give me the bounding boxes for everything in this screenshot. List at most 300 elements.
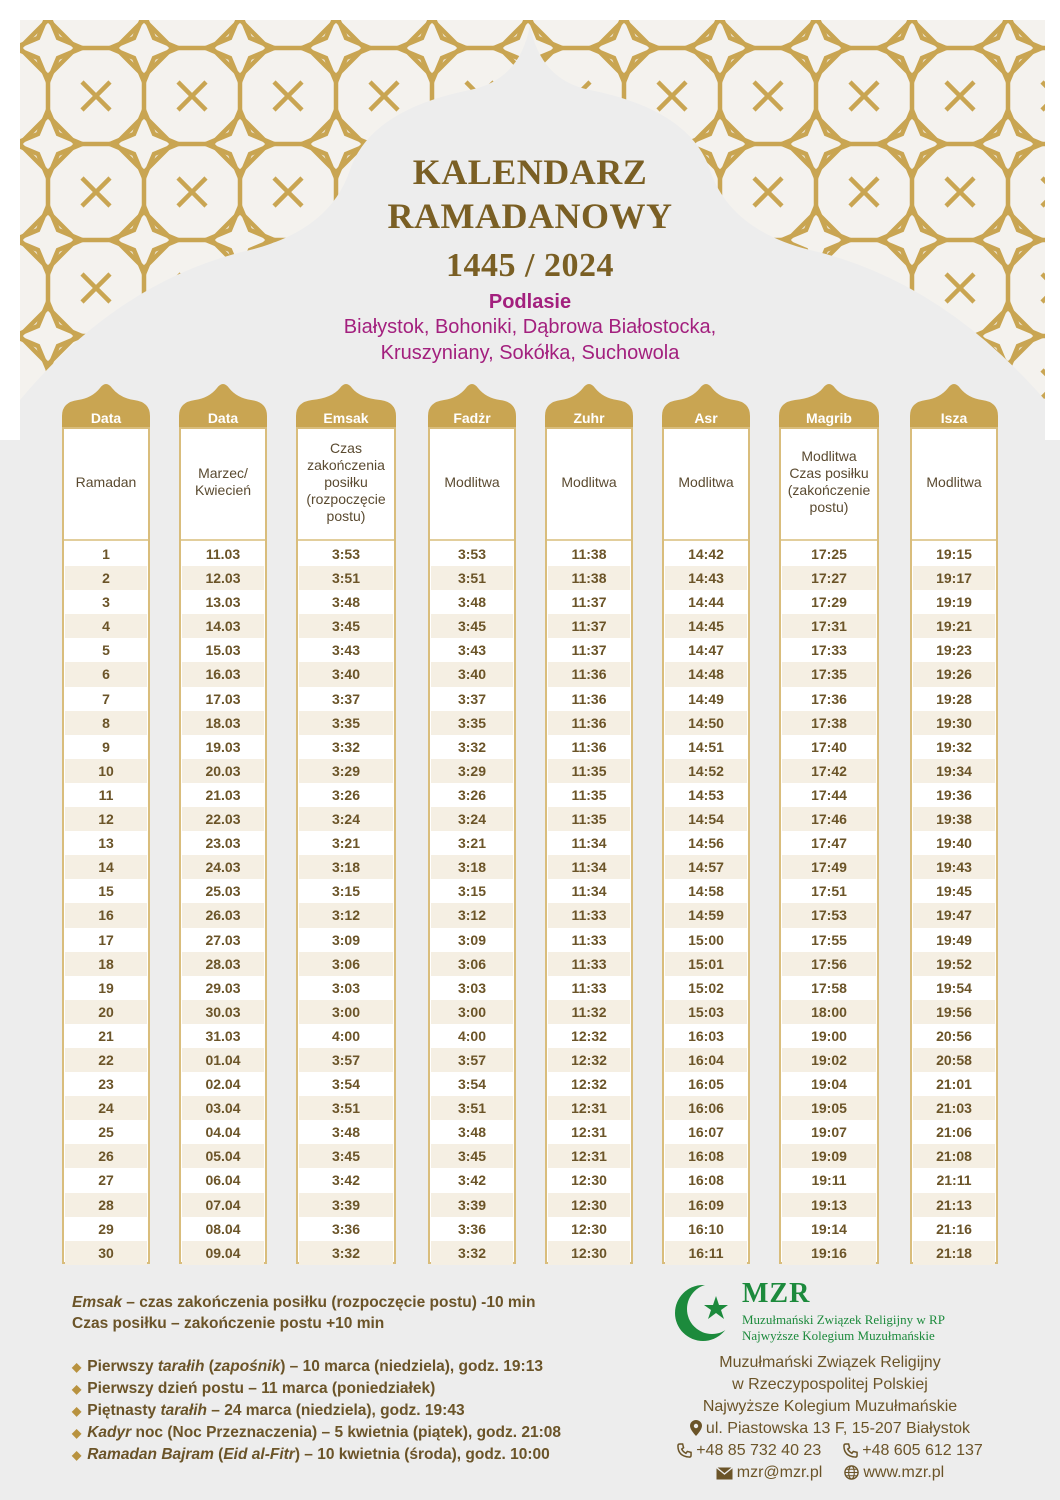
- table-cell: 17:27: [782, 566, 876, 590]
- table-cell: 3:06: [431, 952, 513, 976]
- table-cell: 19:47: [913, 903, 995, 927]
- column-magrib: [779, 380, 879, 1265]
- table-cell: 18:00: [782, 1000, 876, 1024]
- table-cell: 17:38: [782, 711, 876, 735]
- table-cell: 16:03: [688, 1027, 724, 1044]
- table-cell: 13: [98, 835, 114, 852]
- table-cell: 17:47: [811, 835, 847, 852]
- note-posilek: Czas posiłku – zakończenie postu +10 min: [72, 1315, 385, 1332]
- column-subheader: Modlitwa: [926, 473, 982, 490]
- table-cell: 8: [65, 711, 147, 735]
- table-cell: 20: [65, 1000, 147, 1024]
- table-cell: 14:56: [688, 835, 724, 852]
- note-bullet-3: ◆ Piętnasty tarałih – 24 marca (niedziela), godz. 19:43: [72, 1402, 465, 1419]
- table-cell: 11:34: [571, 835, 607, 852]
- table-cell: 15:00: [688, 931, 724, 948]
- column-subheader: Modlitwa: [444, 473, 500, 490]
- table-cell: 11:36: [548, 711, 630, 735]
- table-cell: 3:36: [331, 1220, 361, 1237]
- table-cell: 3:15: [331, 883, 361, 900]
- table-cell: 19:34: [913, 759, 995, 783]
- table-cell: 11:35: [571, 786, 607, 803]
- table-cell: 11:35: [548, 807, 630, 831]
- column-header-label: Magrib: [806, 410, 852, 426]
- table-cell: 3:26: [457, 786, 487, 803]
- table-cell: 21:16: [936, 1220, 972, 1237]
- table-cell: 3:32: [457, 738, 487, 755]
- table-cell: 3:57: [299, 1048, 393, 1072]
- table-cell: 17:29: [811, 594, 847, 611]
- org-line-3: Najwyższe Kolegium Muzułmańskie: [702, 1398, 958, 1415]
- calendar-title: [330, 150, 730, 288]
- table-cell: 21:13: [913, 1193, 995, 1217]
- table-cell: 31.03: [205, 1027, 241, 1044]
- table-cell: 17:51: [811, 883, 847, 900]
- table-cell: 3:03: [457, 979, 487, 996]
- table-cell: 17:36: [811, 690, 847, 707]
- table-cell: 02.04: [205, 1076, 241, 1093]
- region-cities-line-2: Kruszyniany, Sokółka, Suchowola: [380, 342, 680, 364]
- table-cell: 26.03: [182, 903, 264, 927]
- table-cell: 3:48: [457, 1124, 487, 1141]
- table-cell: 11:33: [571, 979, 607, 996]
- table-cell: 3:53: [457, 546, 487, 562]
- table-cell: 3:18: [431, 855, 513, 879]
- table-cell: 19:52: [913, 952, 995, 976]
- column-subheader: Marzec/ Kwiecień: [194, 465, 252, 498]
- table-cell: 19.03: [205, 738, 241, 755]
- table-cell: 16: [65, 903, 147, 927]
- region-cities-line-1: Białystok, Bohoniki, Dąbrowa Białostocka,: [343, 316, 717, 338]
- table-cell: 28: [65, 1193, 147, 1217]
- table-cell: 21:18: [913, 1241, 995, 1265]
- title-year: 1445 / 2024: [446, 247, 614, 284]
- table-cell: 3:21: [331, 835, 361, 852]
- table-cell: 27.03: [205, 931, 241, 948]
- table-cell: 5: [102, 642, 110, 659]
- table-cell: 17.03: [205, 690, 241, 707]
- table-cell: 3:51: [431, 1096, 513, 1120]
- table-cell: 14:49: [688, 690, 724, 707]
- table-cell: 2: [65, 566, 147, 590]
- table-cell: 3:15: [457, 883, 487, 900]
- table-cell: 19:05: [782, 1096, 876, 1120]
- table-cell: 3:35: [431, 711, 513, 735]
- table-cell: 14:44: [688, 594, 724, 611]
- table-cell: 19:04: [811, 1076, 847, 1093]
- table-cell: 14: [65, 855, 147, 879]
- table-cell: 3:39: [299, 1193, 393, 1217]
- table-cell: 14:54: [665, 807, 747, 831]
- table-cell: 08.04: [205, 1220, 241, 1237]
- table-cell: 3:51: [299, 566, 393, 590]
- table-cell: 16:10: [688, 1220, 724, 1237]
- table-cell: 17:40: [811, 738, 847, 755]
- table-cell: 21: [98, 1027, 114, 1044]
- table-cell: 11:33: [548, 903, 630, 927]
- table-cell: 12:31: [571, 1124, 607, 1141]
- globe-icon: [844, 1465, 859, 1480]
- table-cell: 11:33: [548, 952, 630, 976]
- table-cell: 21:11: [936, 1172, 972, 1189]
- table-cell: 3:37: [457, 690, 487, 707]
- table-cell: 3:43: [457, 642, 487, 659]
- table-cell: 03.04: [182, 1096, 264, 1120]
- table-cell: 12:32: [548, 1048, 630, 1072]
- table-cell: 19:36: [936, 786, 972, 803]
- column-header-label: Isza: [940, 410, 968, 426]
- table-cell: 17:31: [782, 614, 876, 638]
- table-cell: 15:02: [688, 979, 724, 996]
- column-header-label: Emsak: [323, 410, 369, 426]
- table-cell: 11:33: [571, 931, 607, 948]
- web-row: [660, 1462, 1000, 1484]
- table-cell: 11:37: [548, 614, 630, 638]
- table-cell: 3:51: [431, 566, 513, 590]
- table-cell: 14:47: [688, 642, 724, 659]
- table-cell: 4:00: [457, 1027, 487, 1044]
- table-cell: 07.04: [182, 1193, 264, 1217]
- table-cell: 04.04: [205, 1124, 241, 1141]
- table-cell: 3:29: [431, 759, 513, 783]
- table-cell: 3:36: [457, 1220, 487, 1237]
- table-cell: 11:35: [548, 759, 630, 783]
- table-cell: 12:32: [571, 1076, 607, 1093]
- table-cell: 19:26: [913, 662, 995, 686]
- table-cell: 11:34: [548, 855, 630, 879]
- column-cells: [65, 542, 147, 1265]
- note-emsak: Emsak – czas zakończenia posiłku (rozpoczęcie postu) -10 min: [72, 1294, 536, 1311]
- table-cell: 3: [102, 594, 110, 611]
- column-zuhr: [545, 380, 633, 1265]
- table-cell: 28.03: [182, 952, 264, 976]
- region-name: Podlasie: [488, 291, 572, 313]
- table-cell: 12: [65, 807, 147, 831]
- column-header-label: Asr: [694, 410, 718, 426]
- table-cell: 3:53: [331, 546, 361, 562]
- mzr-logo: [672, 1278, 1002, 1348]
- table-cell: 3:57: [431, 1048, 513, 1072]
- table-cell: 11:38: [548, 566, 630, 590]
- table-cell: 23.03: [205, 835, 241, 852]
- table-cell: 17:56: [782, 952, 876, 976]
- phone-icon: [677, 1443, 692, 1458]
- table-cell: 14:43: [665, 566, 747, 590]
- column-cells: [913, 542, 995, 1265]
- table-cell: 11:36: [571, 690, 607, 707]
- column-cells: [299, 542, 393, 1265]
- table-cell: 21:03: [913, 1096, 995, 1120]
- title-line-2: RAMADANOWY: [387, 196, 673, 236]
- table-cell: 20:58: [913, 1048, 995, 1072]
- column-header-label: Fadżr: [453, 410, 491, 426]
- website-link[interactable]: www.mzr.pl: [844, 1462, 944, 1484]
- table-cell: 05.04: [182, 1144, 264, 1168]
- table-cell: 3:42: [331, 1172, 361, 1189]
- note-bullet-5: ◆ Ramadan Bajram (Eid al-Fitr) – 10 kwietnia (środa), godz. 10:00: [72, 1446, 550, 1463]
- column-ramadan-day: [62, 380, 150, 1265]
- table-cell: 14:51: [688, 738, 724, 755]
- crescent-star-icon: [672, 1282, 734, 1344]
- title-line-1: KALENDARZ: [412, 152, 648, 192]
- phone-icon: [843, 1443, 858, 1458]
- table-cell: 14:48: [665, 662, 747, 686]
- table-cell: 3:29: [299, 759, 393, 783]
- table-cell: 23: [98, 1076, 114, 1093]
- diamond-bullet-icon: ◆: [72, 1404, 82, 1418]
- table-cell: 19:38: [913, 807, 995, 831]
- table-cell: 19:30: [913, 711, 995, 735]
- table-cell: 3:54: [331, 1076, 361, 1093]
- table-cell: 11:36: [548, 662, 630, 686]
- table-cell: 15:03: [665, 1000, 747, 1024]
- table-cell: 19:09: [782, 1144, 876, 1168]
- table-cell: 3:45: [299, 614, 393, 638]
- table-cell: 9: [102, 738, 110, 755]
- table-cell: 17:49: [782, 855, 876, 879]
- table-cell: 15.03: [205, 642, 241, 659]
- table-cell: 17:46: [782, 807, 876, 831]
- table-cell: 3:37: [331, 690, 361, 707]
- table-cell: 19:49: [936, 931, 972, 948]
- table-cell: 3:48: [331, 594, 361, 611]
- envelope-icon: [716, 1467, 733, 1480]
- table-cell: 3:12: [431, 903, 513, 927]
- phone-2[interactable]: +48 605 612 137: [843, 1440, 983, 1462]
- contact-block: [660, 1352, 1000, 1484]
- table-cell: 17:42: [782, 759, 876, 783]
- note-bullet-2: ◆ Pierwszy dzień postu – 11 marca (poniedziałek): [72, 1380, 436, 1397]
- table-cell: 18.03: [182, 711, 264, 735]
- diamond-bullet-icon: ◆: [72, 1360, 82, 1374]
- table-cell: 26: [65, 1144, 147, 1168]
- table-cell: 14:57: [665, 855, 747, 879]
- table-cell: 20:56: [936, 1027, 972, 1044]
- phone-row: [660, 1440, 1000, 1462]
- logo-line-2: Najwyższe Kolegium Muzułmańskie: [742, 1328, 935, 1343]
- table-cell: 16:08: [665, 1144, 747, 1168]
- table-cell: 13.03: [205, 594, 241, 611]
- table-cell: 19:43: [913, 855, 995, 879]
- table-cell: 16:04: [665, 1048, 747, 1072]
- table-cell: 10: [65, 759, 147, 783]
- table-cell: 3:00: [431, 1000, 513, 1024]
- table-cell: 4: [65, 614, 147, 638]
- table-cell: 11:36: [571, 738, 607, 755]
- table-cell: 18: [65, 952, 147, 976]
- table-cell: 15: [98, 883, 114, 900]
- note-bullet-4: ◆ Kadyr noc (Noc Przeznaczenia) – 5 kwietnia (piątek), godz. 21:08: [72, 1424, 561, 1441]
- column-cells: [665, 542, 747, 1265]
- table-cell: 14.03: [182, 614, 264, 638]
- table-cell: 14:59: [665, 903, 747, 927]
- table-cell: 3:32: [331, 738, 361, 755]
- column-emsak: [296, 380, 396, 1265]
- table-cell: 30.03: [182, 1000, 264, 1024]
- table-cell: 14:42: [688, 546, 724, 562]
- table-cell: 19:14: [811, 1220, 847, 1237]
- table-cell: 3:26: [331, 786, 361, 803]
- table-cell: 12:30: [571, 1220, 607, 1237]
- table-cell: 3:45: [299, 1144, 393, 1168]
- table-cell: 06.04: [205, 1172, 241, 1189]
- table-cell: 29.03: [205, 979, 241, 996]
- table-cell: 19: [98, 979, 114, 996]
- table-cell: 3:03: [331, 979, 361, 996]
- table-cell: 19:17: [913, 566, 995, 590]
- table-cell: 3:09: [457, 931, 487, 948]
- table-cell: 16:08: [688, 1172, 724, 1189]
- table-cell: 12:32: [571, 1027, 607, 1044]
- logo-abbr: MZR: [742, 1278, 811, 1309]
- column-cells: [431, 542, 513, 1265]
- table-cell: 19:13: [782, 1193, 876, 1217]
- table-cell: 17:25: [811, 546, 847, 562]
- table-cell: 3:39: [431, 1193, 513, 1217]
- table-cell: 11:32: [548, 1000, 630, 1024]
- table-cell: 12:30: [548, 1193, 630, 1217]
- table-cell: 17:58: [811, 979, 847, 996]
- column-header-label: Zuhr: [573, 410, 605, 426]
- address-line: ul. Piastowska 13 F, 15-207 Białystok: [660, 1418, 1000, 1440]
- table-cell: 3:45: [431, 1144, 513, 1168]
- table-cell: 19:07: [811, 1124, 847, 1141]
- column-asr: [662, 380, 750, 1265]
- table-cell: 19:40: [936, 835, 972, 852]
- table-cell: 16:05: [688, 1076, 724, 1093]
- table-cell: 19:23: [936, 642, 972, 659]
- diamond-bullet-icon: ◆: [72, 1426, 82, 1440]
- table-cell: 17:55: [811, 931, 847, 948]
- diamond-bullet-icon: ◆: [72, 1448, 82, 1462]
- table-cell: 3:40: [299, 662, 393, 686]
- table-cell: 19:16: [782, 1241, 876, 1265]
- note-bullet-1: ◆ Pierwszy tarałih (zapośnik) – 10 marca (niedziela), godz. 19:13: [72, 1358, 543, 1375]
- column-header-label: Data: [90, 410, 122, 426]
- column-subheader: Ramadan: [75, 473, 137, 490]
- column-subheader: Modlitwa: [561, 473, 617, 490]
- table-cell: 1: [102, 546, 110, 562]
- column-header-label: Data: [207, 410, 239, 426]
- table-cell: 19:02: [782, 1048, 876, 1072]
- table-cell: 20.03: [182, 759, 264, 783]
- table-cell: 19:54: [936, 979, 972, 996]
- table-cell: 16:06: [665, 1096, 747, 1120]
- table-cell: 17:33: [811, 642, 847, 659]
- table-cell: 19:21: [913, 614, 995, 638]
- logo-line-1: Muzułmański Związek Religijny w RP: [742, 1312, 945, 1327]
- table-cell: 11:37: [571, 642, 607, 659]
- table-cell: 14:58: [688, 883, 724, 900]
- table-cell: 24: [65, 1096, 147, 1120]
- table-cell: 19:00: [811, 1027, 847, 1044]
- table-cell: 16:09: [665, 1193, 747, 1217]
- notes-section: [72, 1292, 662, 1466]
- region-block: [250, 290, 810, 366]
- table-cell: 27: [98, 1172, 114, 1189]
- table-cell: 19:56: [913, 1000, 995, 1024]
- table-cell: 16.03: [182, 662, 264, 686]
- phone-1[interactable]: +48 85 732 40 23: [677, 1440, 821, 1462]
- table-cell: 3:43: [331, 642, 361, 659]
- table-cell: 22: [65, 1048, 147, 1072]
- table-cell: 19:32: [936, 738, 972, 755]
- column-subheader: Czas zakończenia posiłku (rozpoczęcie postu): [306, 439, 386, 524]
- table-cell: 12:31: [548, 1144, 630, 1168]
- table-cell: 3:24: [299, 807, 393, 831]
- table-cell: 15:01: [665, 952, 747, 976]
- table-cell: 16:07: [688, 1124, 724, 1141]
- table-cell: 3:42: [457, 1172, 487, 1189]
- table-cell: 19:19: [936, 594, 972, 611]
- table-cell: 17:35: [782, 662, 876, 686]
- table-cell: 3:09: [331, 931, 361, 948]
- table-cell: 14:52: [665, 759, 747, 783]
- table-cell: 14:53: [688, 786, 724, 803]
- table-cell: 3:12: [299, 903, 393, 927]
- table-cell: 3:40: [431, 662, 513, 686]
- table-cell: 11:37: [571, 594, 607, 611]
- table-cell: 01.04: [182, 1048, 264, 1072]
- table-cell: 3:00: [299, 1000, 393, 1024]
- email-link[interactable]: mzr@mzr.pl: [716, 1462, 823, 1484]
- table-cell: 25: [98, 1124, 114, 1141]
- table-cell: 21:06: [936, 1124, 972, 1141]
- table-cell: 24.03: [182, 855, 264, 879]
- column-cells: [782, 542, 876, 1265]
- table-cell: 11:38: [571, 546, 607, 562]
- table-cell: 17:44: [811, 786, 847, 803]
- table-cell: 21.03: [205, 786, 241, 803]
- table-cell: 3:51: [299, 1096, 393, 1120]
- table-cell: 19:11: [811, 1172, 847, 1189]
- table-cell: 11.03: [205, 546, 241, 562]
- table-cell: 4:00: [331, 1027, 361, 1044]
- table-cell: 17: [98, 931, 114, 948]
- table-cell: 3:21: [457, 835, 487, 852]
- table-cell: 22.03: [182, 807, 264, 831]
- table-cell: 12:30: [571, 1172, 607, 1189]
- table-cell: 7: [102, 690, 110, 707]
- table-cell: 3:48: [331, 1124, 361, 1141]
- table-cell: 3:32: [431, 1241, 513, 1265]
- column-gregorian-date: [179, 380, 267, 1265]
- table-cell: 11: [98, 786, 114, 803]
- table-cell: 12:30: [548, 1241, 630, 1265]
- table-cell: 6: [65, 662, 147, 686]
- table-cell: 16:11: [665, 1241, 747, 1265]
- org-line-1: Muzułmański Związek Religijny: [719, 1354, 941, 1371]
- table-cell: 3:48: [457, 594, 487, 611]
- table-cell: 21:08: [913, 1144, 995, 1168]
- column-subheader: Modlitwa Czas posiłku (zakończenie postu): [787, 448, 871, 515]
- table-cell: 3:45: [431, 614, 513, 638]
- column-fadzr: [428, 380, 516, 1265]
- column-cells: [548, 542, 630, 1265]
- location-pin-icon: [690, 1420, 702, 1436]
- table-cell: 19:45: [936, 883, 972, 900]
- column-cells: [182, 542, 264, 1265]
- table-cell: 25.03: [205, 883, 241, 900]
- column-subheader: Modlitwa: [678, 473, 734, 490]
- table-cell: 3:06: [299, 952, 393, 976]
- table-cell: 30: [65, 1241, 147, 1265]
- table-cell: 19:28: [936, 690, 972, 707]
- table-cell: 3:32: [299, 1241, 393, 1265]
- org-line-2: w Rzeczypospolitej Polskiej: [732, 1376, 928, 1393]
- table-cell: 3:54: [457, 1076, 487, 1093]
- diamond-bullet-icon: ◆: [72, 1382, 82, 1396]
